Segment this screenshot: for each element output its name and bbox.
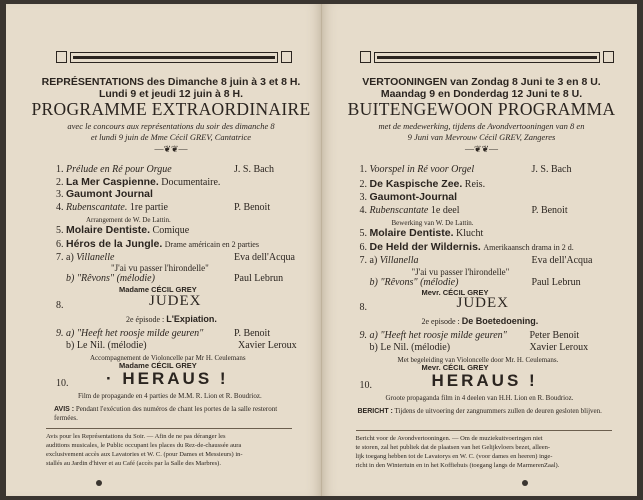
- film-description: Film de propagande en 4 parties de M.M. R. Lion et R. Boudrioz.: [78, 392, 262, 400]
- judex-episode: 2e épisode : L'Expiation.: [126, 314, 217, 324]
- arrangement-note: Bewerking van W. De Lattin.: [391, 219, 474, 227]
- item-7a-quote: "J'ai vu passer l'hirondelle": [111, 263, 209, 273]
- subtitle: [347, 121, 617, 143]
- arrangement-note: Arrangement de W. De Lattin.: [86, 216, 171, 224]
- item-9b-composer: Xavier Leroux: [238, 340, 297, 351]
- banner-square: [281, 51, 292, 63]
- singer-credit-2: Mevr. CÉCIL GREY: [421, 363, 489, 372]
- notice-line: exclusivement accès aux Lavatories et W. C. (pour Dames et Messieurs) in-: [46, 451, 243, 458]
- item-7b-composer: Paul Lebrun: [531, 277, 581, 288]
- schedule-line-1: VERTOONINGEN van Zondag 8 Juni te 3 en 8 U.: [362, 76, 601, 88]
- item-4: 4. Rubenscantate 1e deel: [359, 205, 460, 216]
- item-4-composer: P. Benoit: [531, 205, 568, 216]
- item-7b: b) "Rêvons" (mélodie): [369, 277, 459, 288]
- item-7b-composer: Paul Lebrun: [234, 273, 284, 284]
- item-9a-composer: P. Benoit: [234, 328, 271, 339]
- item-3: 3. Gaumont Journal: [56, 188, 153, 200]
- notice-line: Bericht voor de Avondvertooningen. — Om de muziekuitvoeringen niet: [355, 435, 543, 442]
- heraus-title: HERAUS !: [431, 371, 538, 390]
- item-5: 5. Molaire Dentiste. Comique: [56, 224, 190, 236]
- item-9a: 9. a) "Heeft het roosje milde geuren": [56, 328, 204, 339]
- right-page: [322, 4, 638, 496]
- accompaniment-note: Accompagnement de Violoncelle par Mr H. Ceulemans: [90, 354, 246, 362]
- item-1-composer: J. S. Bach: [234, 164, 274, 175]
- item-10-number: 10.: [56, 378, 69, 389]
- subtitle-line-1: met de medewerking, tijdens de Avondvertooningen van 8 en: [378, 121, 585, 131]
- singer-credit-2: Madame CÉCIL GREY: [119, 361, 197, 370]
- judex-episode: 2e episode : De Boetedoening.: [421, 316, 539, 326]
- judex-title: JUDEX: [456, 295, 509, 311]
- item-2: 2. De Kaspische Zee. Reis.: [359, 178, 486, 190]
- left-page: [6, 4, 322, 496]
- item-8-number: 8.: [359, 302, 367, 313]
- banner-bar: [70, 52, 278, 63]
- item-1-composer: J. S. Bach: [531, 164, 572, 175]
- item-10-number: 10.: [359, 380, 372, 391]
- film-description: Groote propaganda film in 4 deelen van H.H. Lion en R. Boudrioz.: [385, 394, 574, 402]
- item-7a-composer: Eva dell'Acqua: [234, 252, 295, 263]
- subtitle-line-1: avec le concours aux représentations du soir des dimanche 8: [67, 121, 275, 131]
- item-7a-quote: "J'ai vu passer l'hirondelle": [411, 267, 510, 277]
- evening-notice: [356, 430, 612, 470]
- item-1: 1. Voorspel in Ré voor Orgel: [359, 164, 475, 175]
- item-8-number: 8.: [56, 300, 64, 311]
- bericht-note: BERICHT : Tijdens de uitvoering der zangnummers zullen de deuren gesloten blijven.: [357, 407, 602, 415]
- notice-line: auditions musicales, le Public occupant les places du Rez-de-chaussée aura: [46, 442, 242, 449]
- item-5: 5. Molaire Dentiste. Klucht: [359, 227, 484, 239]
- item-6: 6. Héros de la Jungle. Drame américain en 2 parties: [56, 238, 259, 250]
- ornament: —❦❦—: [464, 144, 499, 154]
- subtitle: [36, 121, 306, 143]
- item-7b: b) "Rêvons" (mélodie): [66, 273, 155, 284]
- page-title: BUITENGEWOON PROGRAMMA: [347, 99, 616, 119]
- item-3: 3. Gaumont-Journal: [359, 191, 458, 203]
- header-banner: [56, 50, 292, 64]
- item-2: 2. La Mer Caspienne. Documentaire.: [56, 176, 221, 188]
- banner-square: [360, 51, 371, 63]
- item-9b: b) Le Nil. (mélodie): [369, 342, 451, 353]
- singer-credit-1: Mevr. CÉCIL GREY: [421, 288, 489, 297]
- item-9b: b) Le Nil. (mélodie): [66, 340, 147, 351]
- item-9b-composer: Xavier Leroux: [529, 342, 589, 353]
- schedule-header: [337, 76, 627, 100]
- item-7a: 7. a) Villanella: [359, 255, 419, 266]
- punch-hole: [96, 480, 102, 486]
- notice-line: richt in den Wintertuin en in het Koffiehuis (toegang langs de MarmerenZaal).: [355, 462, 560, 469]
- banner-square: [603, 51, 614, 63]
- singer-credit-1: Madame CÉCIL GREY: [119, 285, 197, 294]
- evening-notice: [46, 428, 292, 468]
- notice-line: Avis pour les Représentations du Soir. — Afin de ne pas déranger les: [46, 433, 226, 440]
- program-spread: [6, 4, 637, 496]
- subtitle-line-2: 9 Juni van Mevrouw Cécil GREV, Zangeres: [407, 132, 556, 142]
- item-9a: 9. a) "Heeft het roosje milde geuren": [359, 330, 507, 341]
- item-1: 1. Prélude en Ré pour Orgue: [56, 164, 172, 175]
- item-9a-composer: Peter Benoit: [529, 330, 580, 341]
- header-banner: [360, 50, 614, 64]
- banner-square: [56, 51, 67, 63]
- judex-title: JUDEX: [149, 293, 202, 309]
- banner-bar: [374, 52, 600, 63]
- subtitle-line-2: et lundi 9 juin de Mme Cécil GREV, Cantatrice: [90, 132, 252, 142]
- heraus-title: · HERAUS !: [106, 369, 229, 388]
- item-4-composer: P. Benoit: [234, 202, 271, 213]
- notice-line: te storen, zal het publiek dat de plaatsen van het Gelijkvloers bezet, alleen-: [355, 444, 551, 451]
- notice-line: stallés au Jardin d'hiver et au Café (accès par la Salle des Marbres).: [46, 460, 221, 467]
- ornament: —❦❦—: [154, 144, 188, 154]
- item-4: 4. Rubenscantate. 1re partie: [56, 202, 168, 213]
- accompaniment-note: Met begeleiding van Violoncelle door Mr. H. Ceulemans.: [397, 356, 559, 364]
- item-7a: 7. a) Villanelle: [56, 252, 115, 263]
- notice-line: lijk toegang hebben tot de Lavatorys en W. C. (voor dames en heeren) inge-: [355, 453, 553, 460]
- schedule-line-1: REPRÉSENTATIONS des Dimanche 8 juin à 3 et 8 H.: [41, 76, 301, 88]
- schedule-header: [26, 76, 316, 100]
- schedule-line-2: Maandag 9 en Donderdag 12 Juni te 8 U.: [380, 88, 583, 100]
- schedule-line-2: Lundi 9 et jeudi 12 juin à 8 H.: [98, 88, 244, 100]
- punch-hole: [522, 480, 528, 486]
- avis-note: AVIS : Pendant l'exécution des numéros de chant les portes de la salle resteront fermées.: [54, 405, 278, 422]
- item-6: 6. De Held der Wildernis. Amerikaansch drama in 2 d.: [359, 241, 574, 253]
- page-title: PROGRAMME EXTRAORDINAIRE: [31, 99, 311, 119]
- item-7a-composer: Eva dell'Acqua: [531, 255, 593, 266]
